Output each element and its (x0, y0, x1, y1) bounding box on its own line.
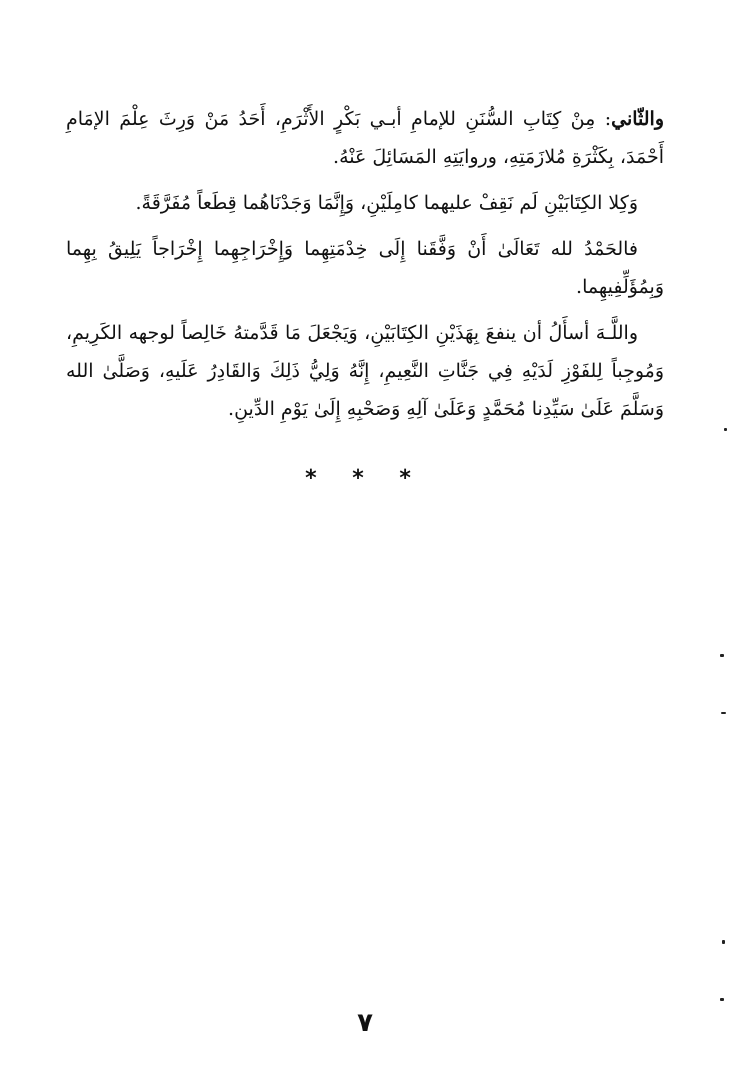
scan-speck (720, 654, 724, 657)
scan-speck (721, 712, 726, 714)
scan-speck (722, 940, 725, 944)
paragraph-1-text: : مِنْ كِتَابِ السُّنَنِ للإمامِ أبـي بَكْرٍ الأَثْرَمِ، أَحَدُ مَنْ وَرِثَ عِلْمَ الإمَامِ أَحْمَدَ، بِكَثْرَةِ مُلازَمَتِهِ، وروايَتِهِ المَسَائِلَ عَنْهُ. (66, 108, 664, 168)
paragraph-3 (66, 230, 664, 306)
scan-speck (720, 998, 724, 1001)
paragraph-1 (66, 100, 664, 176)
section-separator: * * * (305, 466, 425, 491)
body-text (66, 100, 664, 436)
scan-speck (724, 428, 727, 431)
paragraph-4-text: واللَّـهَ أسأَلُ أن ينفعَ بِهَذَيْنِ الكِتَابَيْنِ، وَيَجْعَلَ مَا قَدَّمتهُ خَالِصاً لوجهه الكَرِيمِ، وَمُوجِباً لِلفَوْزِ لَدَيْهِ فِي جَنَّاتِ النَّعِيمِ، إِنَّهُ وَلِيُّ ذَلِكَ وَالقَادِرُ عَلَيهِ، وَصَلَّىٰ الله وَسَلَّمَ عَلَىٰ سَيِّدِنا مُحَمَّدٍ وَعَلَىٰ آلِهِ وَصَحْبِهِ إِلَىٰ يَوْمِ الدِّينِ. (66, 322, 664, 420)
paragraph-4 (66, 314, 664, 428)
page-number: ٧ (357, 1008, 373, 1038)
paragraph-3-text: فالحَمْدُ لله تَعَالَىٰ أَنْ وَفَّقَنا إِلَى خِدْمَتِهِما وَإِخْرَاجِهِما إِخْرَاجاً يَلِيقُ بِهِما وَبِمُؤَلِّفِيهِما. (66, 238, 664, 298)
paragraph-2 (66, 184, 664, 222)
paragraph-1-lead: والثّاني (611, 108, 664, 130)
paragraph-2-text: وَكِلا الكِتَابَيْنِ لَم نَقِفْ عليهما كامِلَيْنِ، وَإِنَّمَا وَجَدْنَاهُما قِطَعاً مُفَرَّقَةً. (135, 192, 638, 214)
